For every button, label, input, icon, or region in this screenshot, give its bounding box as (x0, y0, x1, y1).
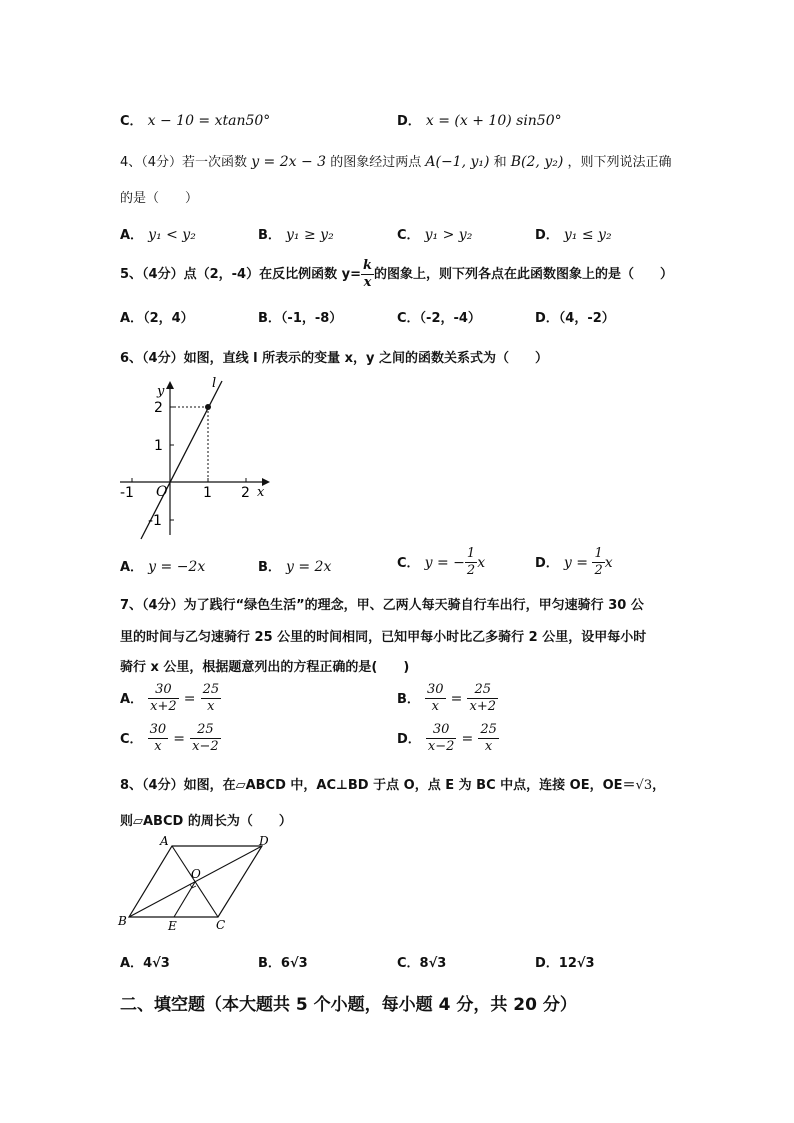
q8-parallelogram-figure (112, 832, 282, 938)
q7-stem-line3: 骑行 x 公里，根据题意列出的方程正确的是( ) (120, 660, 410, 675)
q7-option-c: C． $\frac{30}{x}$ = $\frac{25}{x-2}$ (120, 722, 219, 754)
q8-option-b (258, 952, 308, 971)
option-fraction (592, 546, 604, 579)
option-label: D． (397, 732, 421, 747)
point-o-label: O (191, 867, 201, 881)
q5-option-c (397, 307, 481, 326)
option-label: A． (120, 956, 144, 971)
q5-stem (120, 258, 673, 291)
option-expr: y₁ ≥ y₂ (286, 227, 334, 243)
q4-stem-text: 和 (493, 155, 507, 170)
q8-stem-line1 (120, 774, 665, 793)
option-fraction-right (467, 682, 498, 715)
option-expr: x (604, 555, 613, 571)
option-expr: 8√3 (419, 956, 447, 971)
q4-point-b: B(2, y₂) (510, 154, 564, 170)
option-expr: x (477, 555, 486, 571)
q7-option-a: A． $\frac{30}{x+2}$ = $\frac{25}{x}$ (120, 682, 220, 714)
fraction-numerator: k (362, 258, 372, 273)
fraction-denominator: x (154, 739, 162, 754)
q6-option-b (258, 556, 331, 575)
x-tick-label: -1 (120, 485, 134, 501)
option-label: C． (120, 114, 143, 129)
y-tick-label: 1 (154, 438, 163, 454)
fraction-denominator: x (431, 699, 439, 714)
fraction-numerator: 1 (594, 546, 603, 561)
fraction-denominator: x (484, 739, 493, 754)
option-label: B． (258, 956, 281, 971)
fraction-numerator: 30 (427, 682, 444, 697)
q4-point-a: A(−1, y₁) (425, 154, 490, 170)
option-label: A． (120, 228, 144, 243)
q3-option-c (120, 110, 270, 129)
option-fraction-right (478, 722, 499, 755)
q5-stem-text: 的图象上，则下列各点在此函数图象上的是（ ） (374, 267, 674, 282)
option-label: C． (397, 956, 420, 971)
origin-label: O (156, 484, 168, 500)
q4-option-d (535, 224, 612, 243)
option-expr: （4，-2） (558, 311, 615, 326)
q7-option-b: B． $\frac{30}{x}$ = $\frac{25}{x+2}$ (397, 682, 496, 714)
fraction-denominator: x (207, 699, 215, 714)
option-expr: y₁ > y₂ (424, 227, 473, 243)
fraction-numerator: 1 (466, 546, 476, 561)
diagonal-bd (129, 846, 262, 917)
q6-option-d (535, 546, 613, 579)
option-expr: y = 2x (286, 559, 332, 575)
q4-stem-line2: 的是（ ） (120, 191, 199, 206)
option-fraction (465, 546, 477, 579)
option-fraction-left (426, 722, 457, 755)
option-fraction-left (148, 722, 169, 755)
option-label: A． (120, 692, 144, 707)
q4-stem-line1 (120, 151, 671, 170)
q6-function-graph (112, 375, 272, 545)
fraction-denominator: 2 (466, 563, 476, 578)
q5-option-d (535, 307, 615, 326)
q5-option-a (120, 307, 194, 326)
option-label: D． (535, 311, 559, 326)
vertex-d-label: D (259, 834, 269, 848)
fraction-numerator: 25 (480, 722, 497, 737)
q7-stem-line2: 里的时间与乙匀速骑行 25 公里的时间相同，已知甲每小时比乙多骑行 2 公里，设甲每小时 (120, 630, 647, 645)
fraction-numerator: 30 (426, 722, 457, 739)
fraction-denominator: 2 (594, 563, 603, 578)
option-expr: y = −2x (148, 559, 206, 575)
q8-option-c (397, 952, 446, 971)
q6-option-a (120, 556, 205, 575)
option-label: D． (535, 956, 559, 971)
option-label: C． (120, 732, 143, 747)
sqrt3: √3 (635, 778, 653, 793)
q4-stem-text: 的图象经过两点 (330, 155, 422, 170)
vertex-c-label: C (216, 918, 226, 932)
point-e-label: E (168, 919, 177, 933)
option-fraction-right (201, 682, 222, 715)
option-fraction-left (425, 682, 446, 715)
option-label: A． (120, 311, 144, 326)
q4-stem-text: ，则下列说法正确 (567, 155, 672, 170)
fraction-denominator: x−2 (427, 739, 455, 754)
option-expr: x = (x + 10) sin50° (425, 113, 562, 129)
y-axis-label: y (157, 384, 165, 399)
fraction-numerator: 30 (148, 682, 179, 699)
q5-stem-text: 5、（4分）点（2，-4）在反比例函数 y= (120, 267, 361, 282)
q6-option-c (397, 546, 485, 579)
q8-stem-line2: 则▱ABCD 的周长为（ ） (120, 814, 292, 829)
y-axis-arrow-icon (166, 381, 174, 389)
q8-stem-text: ， (652, 778, 666, 793)
q5-option-b (258, 307, 342, 326)
option-label: B． (397, 692, 420, 707)
option-label: D． (535, 228, 559, 243)
q3-option-d (397, 110, 562, 129)
option-fraction-right (190, 722, 221, 755)
option-label: D． (535, 556, 559, 571)
option-label: B． (258, 560, 281, 575)
option-expr: x − 10 = xtan50° (147, 113, 271, 129)
y-tick-label: -1 (148, 513, 162, 529)
vertex-a-label: A (160, 834, 169, 848)
q8-option-d (535, 952, 595, 971)
x-tick-label: 2 (241, 485, 250, 501)
option-expr: （-1，-8） (280, 311, 343, 326)
q7-option-d: D． $\frac{30}{x-2}$ = $\frac{25}{x}$ (397, 722, 497, 754)
option-expr: y₁ ≤ y₂ (563, 227, 612, 243)
fraction-numerator: 25 (467, 682, 498, 699)
option-label: B． (258, 228, 281, 243)
q7-stem-line1: 7、（4分）为了践行“绿色生活”的理念，甲、乙两人每天骑自行车出行，甲匀速骑行 30 公 (120, 598, 644, 613)
x-tick-label: 1 (203, 485, 212, 501)
q4-option-a (120, 224, 196, 243)
q4-option-c (397, 224, 472, 243)
q6-stem: 6、（4分）如图，直线 l 所表示的变量 x，y 之间的函数关系式为（ ） (120, 351, 549, 366)
line-label: l (212, 376, 217, 391)
q4-option-b (258, 224, 334, 243)
option-label: C． (397, 228, 420, 243)
option-expr: y = − (424, 555, 465, 571)
fraction-numerator: 25 (202, 682, 220, 697)
section-title: 二、填空题（本大题共 5 个小题，每小题 4 分，共 20 分） (120, 995, 577, 1015)
option-expr: （-2，-4） (419, 311, 481, 326)
q8-option-a (120, 952, 170, 971)
x-axis-label: x (257, 485, 265, 500)
fraction-numerator: 25 (190, 722, 221, 739)
q8-stem-text: 8、（4分）如图，在▱ABCD 中，AC⊥BD 于点 O，点 E 为 BC 中点，连接 OE，OE＝ (120, 778, 636, 793)
option-label: C． (397, 556, 420, 571)
option-expr: 12√3 (558, 956, 595, 971)
y-tick-label: 2 (154, 400, 163, 416)
point-marker (205, 404, 211, 410)
option-expr: 6√3 (280, 956, 308, 971)
fraction-denominator: x+2 (150, 699, 177, 714)
option-expr: y = (563, 555, 593, 571)
vertex-b-label: B (118, 914, 127, 928)
option-label: C． (397, 311, 420, 326)
fraction-denominator: x+2 (469, 699, 496, 714)
q4-function: y = 2x − 3 (251, 154, 327, 170)
option-label: A． (120, 560, 144, 575)
q4-stem-text: 4、（4分）若一次函数 (120, 155, 248, 170)
option-label: D． (397, 114, 421, 129)
fraction-denominator: x−2 (192, 739, 219, 754)
option-fraction-left (148, 682, 179, 715)
option-expr: y₁ < y₂ (148, 227, 196, 243)
option-label: B． (258, 311, 281, 326)
fraction-denominator: x (363, 275, 372, 290)
option-expr: 4√3 (143, 956, 170, 971)
q5-fraction (361, 258, 374, 291)
option-expr: （2，4） (143, 311, 194, 326)
fraction-numerator: 30 (149, 722, 167, 737)
